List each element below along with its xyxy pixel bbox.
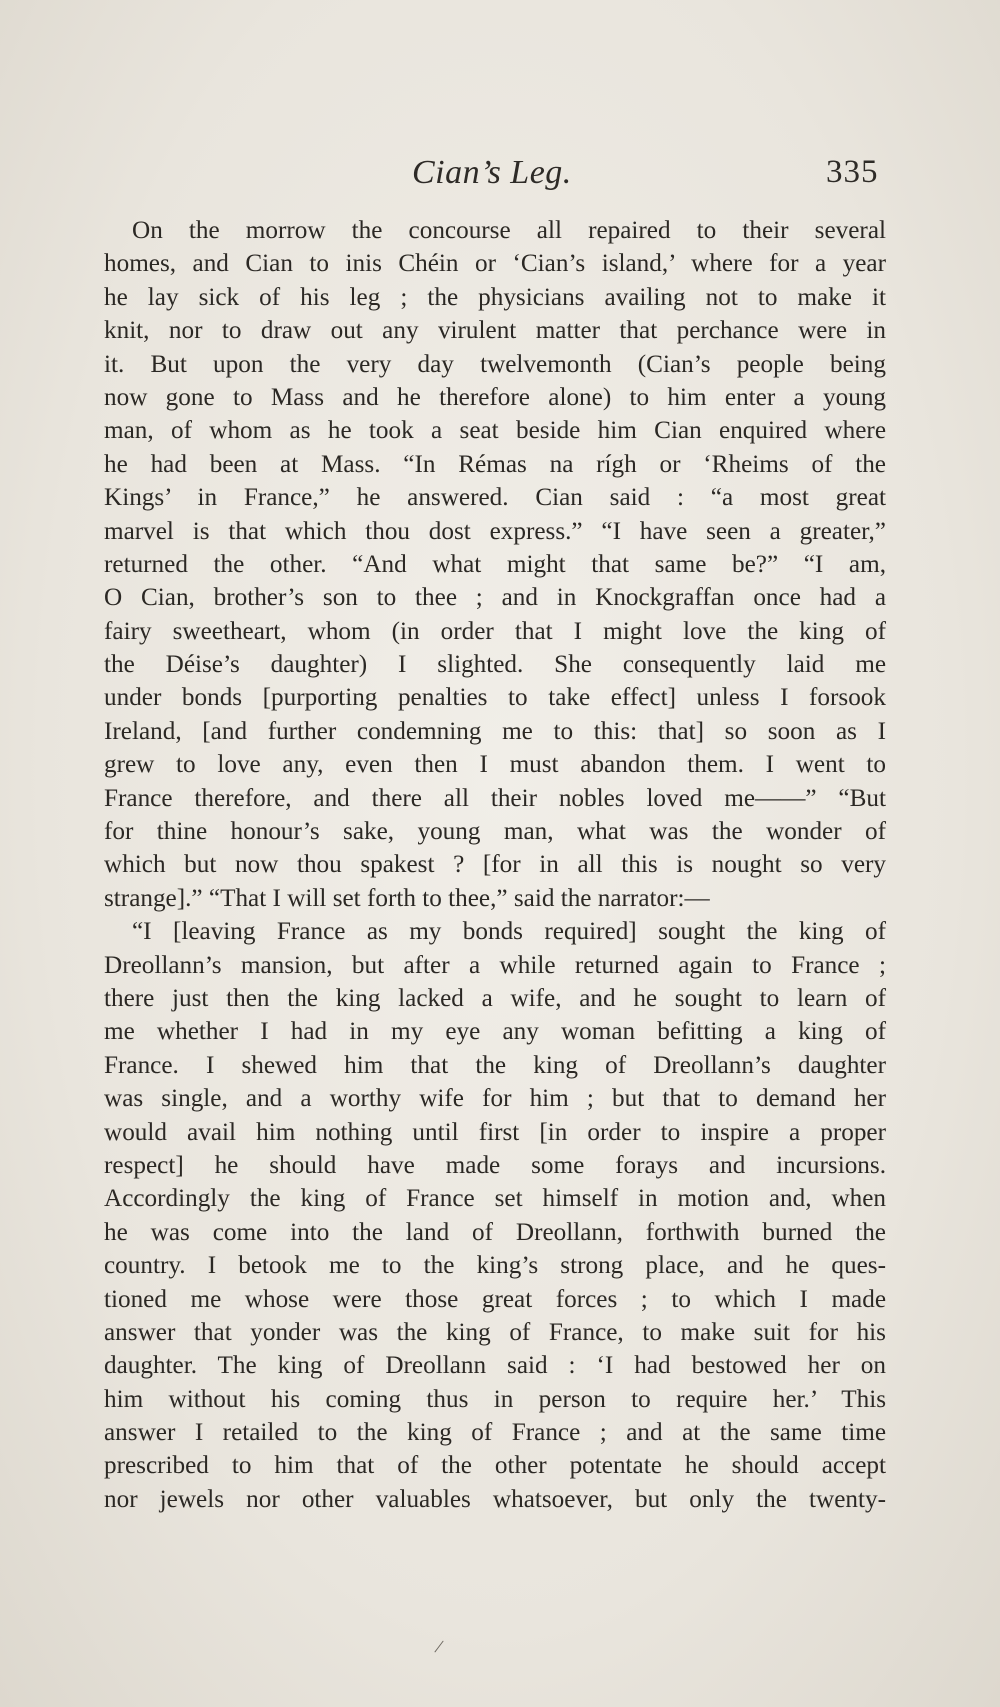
text-line: country. I betook me to the king’s strong place, and he ques- bbox=[104, 1252, 886, 1280]
text-line: grew to love any, even then I must abandon them. I went to bbox=[104, 751, 886, 779]
text-line: France therefore, and there all their nobles loved me——” “But bbox=[104, 784, 886, 812]
running-title: Cian’s Leg. bbox=[412, 154, 572, 191]
text-line: knit, nor to draw out any virulent matter that perchance were in bbox=[104, 317, 886, 345]
text-line: nor jewels nor other valuables whatsoever, but only the twenty- bbox=[104, 1485, 886, 1513]
text-line: returned the other. “And what might that same be?” “I am, bbox=[104, 550, 886, 578]
text-line: he had been at Mass. “In Rémas na rígh or ‘Rheims of the bbox=[104, 450, 886, 478]
text-line: answer I retailed to the king of France ; and at the same time bbox=[104, 1419, 886, 1447]
text-line: him without his coming thus in person to require her.’ This bbox=[104, 1385, 886, 1413]
text-line: it. But upon the very day twelvemonth (Cian’s people being bbox=[104, 350, 886, 378]
text-line: homes, and Cian to inis Chéin or ‘Cian’s island,’ where for a year bbox=[104, 250, 886, 278]
text-line: was single, and a worthy wife for him ; but that to demand her bbox=[104, 1085, 886, 1113]
text-line: would avail him nothing until first [in order to inspire a proper bbox=[104, 1118, 886, 1146]
text-line: now gone to Mass and he therefore alone) to him enter a young bbox=[104, 383, 886, 411]
text-line: man, of whom as he took a seat beside him Cian enquired where bbox=[104, 417, 886, 445]
text-line: me whether I had in my eye any woman befitting a king of bbox=[104, 1018, 886, 1046]
text-line: Dreollann’s mansion, but after a while returned again to France ; bbox=[104, 951, 886, 979]
text-line: strange].” “That I will set forth to thee,” said the narrator:— bbox=[104, 884, 710, 912]
text-line: respect] he should have made some forays and incursions. bbox=[104, 1151, 886, 1179]
text-line: answer that yonder was the king of France, to make suit for his bbox=[104, 1318, 886, 1346]
body-text bbox=[104, 214, 886, 1516]
text-line: for thine honour’s sake, young man, what was the wonder of bbox=[104, 818, 886, 846]
text-line: Kings’ in France,” he answered. Cian said : “a most great bbox=[104, 484, 886, 512]
paragraph-2 bbox=[104, 915, 886, 1516]
text-line: marvel is that which thou dost express.” “I have seen a greater,” bbox=[104, 517, 886, 545]
text-line: “I [leaving France as my bonds required] sought the king of bbox=[132, 918, 886, 946]
paragraph-1 bbox=[104, 214, 886, 915]
text-line: prescribed to him that of the other potentate he should accept bbox=[104, 1452, 886, 1480]
text-line: Accordingly the king of France set himself in motion and, when bbox=[104, 1185, 886, 1213]
margin-mark: / bbox=[432, 1635, 445, 1659]
text-line: fairy sweetheart, whom (in order that I might love the king of bbox=[104, 617, 886, 645]
text-line: he was come into the land of Dreollann, forthwith burned the bbox=[104, 1218, 886, 1246]
text-line: he lay sick of his leg ; the physicians availing not to make it bbox=[104, 283, 886, 311]
page-header bbox=[0, 150, 1000, 200]
text-line: tioned me whose were those great forces ; to which I made bbox=[104, 1285, 886, 1313]
text-line: under bonds [purporting penalties to take effect] unless I forsook bbox=[104, 684, 886, 712]
text-line: France. I shewed him that the king of Dreollann’s daughter bbox=[104, 1051, 886, 1079]
text-line: On the morrow the concourse all repaired to their several bbox=[132, 217, 886, 244]
page-number: 335 bbox=[826, 154, 879, 190]
text-line: Ireland, [and further condemning me to this: that] so soon as I bbox=[104, 717, 886, 745]
text-line: O Cian, brother’s son to thee ; and in Knockgraffan once had a bbox=[104, 584, 886, 612]
text-line: daughter. The king of Dreollann said : ‘I had bestowed her on bbox=[104, 1352, 886, 1380]
text-line: which but now thou spakest ? [for in all this is nought so very bbox=[104, 851, 886, 879]
text-line: there just then the king lacked a wife, and he sought to learn of bbox=[104, 984, 886, 1012]
text-line: the Déise’s daughter) I slighted. She consequently laid me bbox=[104, 651, 886, 679]
